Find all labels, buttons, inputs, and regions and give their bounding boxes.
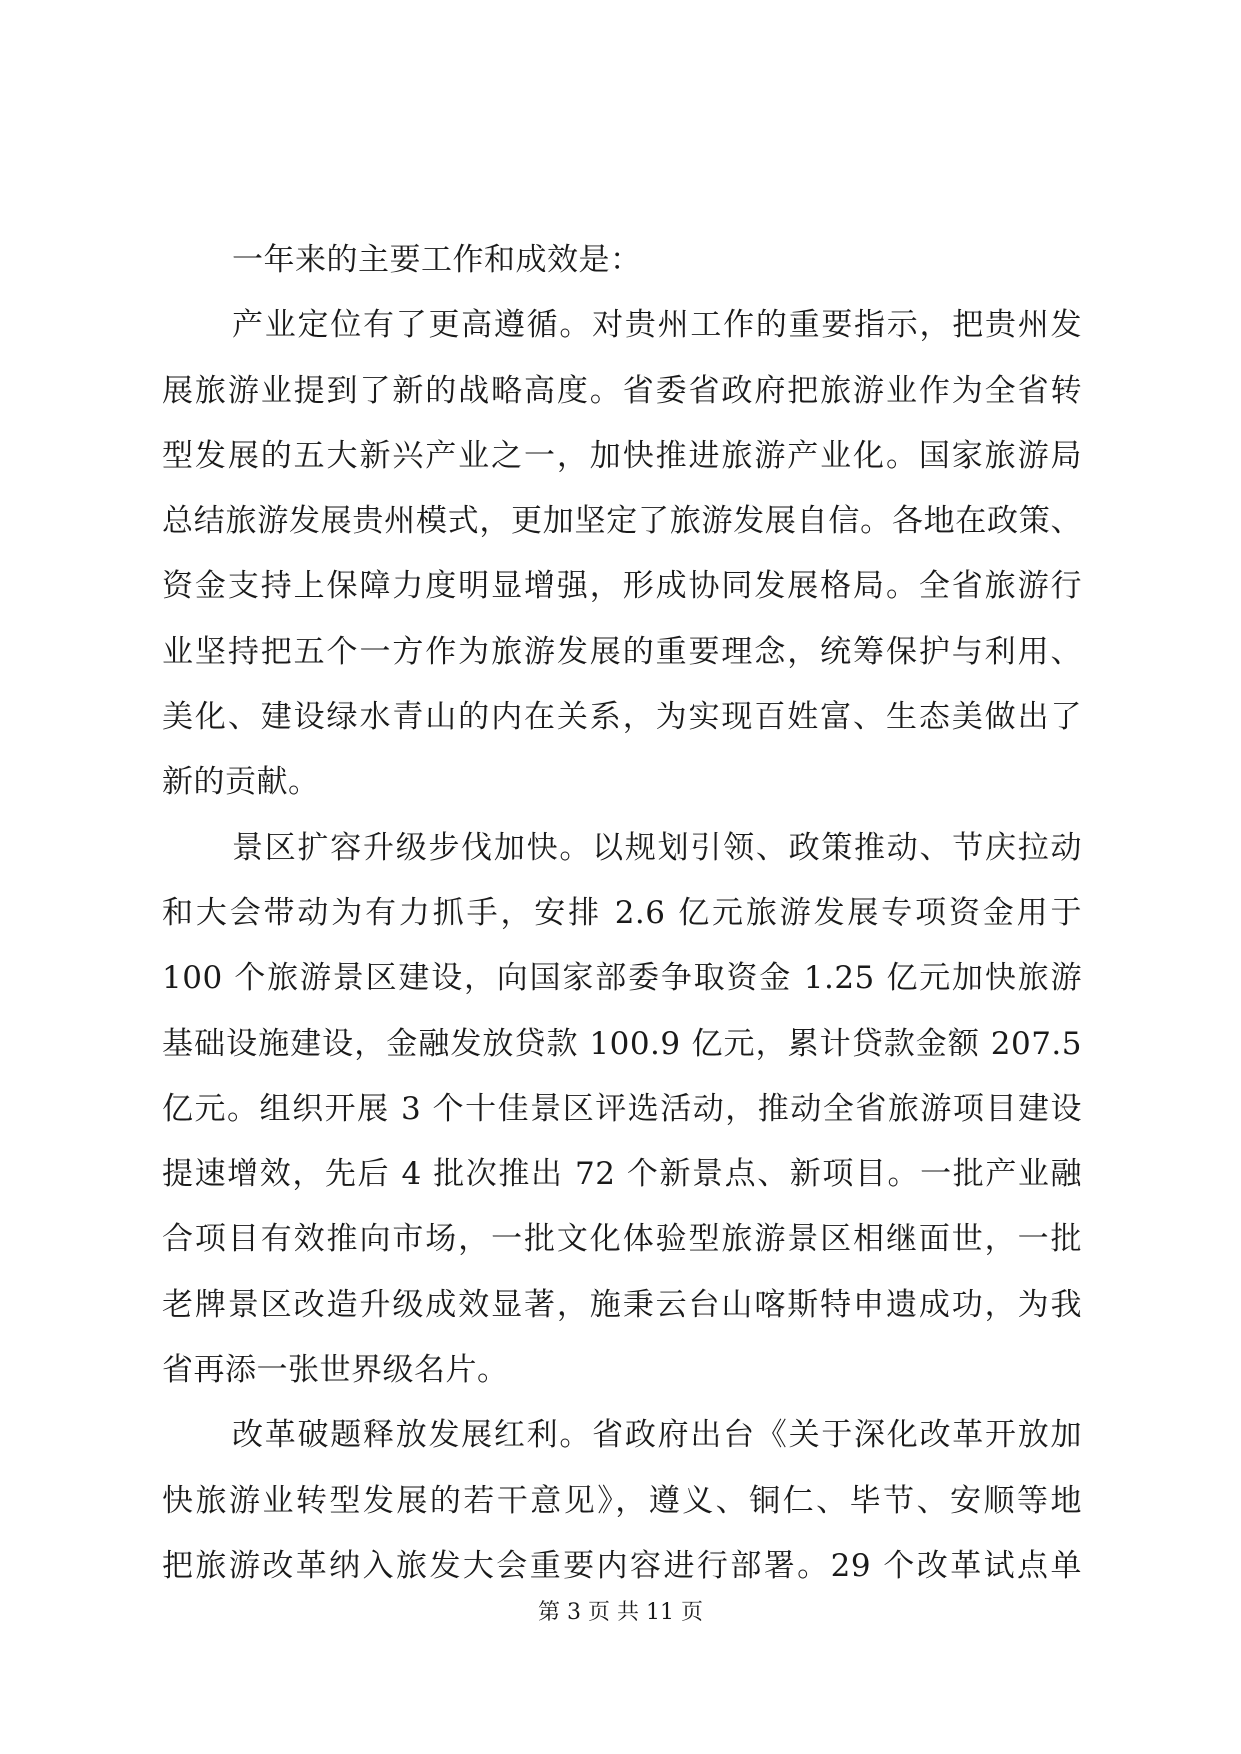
text-line: 提速增效，先后 4 批次推出 72 个新景点、新项目。一批产业融 bbox=[162, 1156, 1082, 1193]
text-line: 100 个旅游景区建设，向国家部委争取资金 1.25 亿元加快旅游 bbox=[162, 960, 1082, 997]
text-line: 景区扩容升级步伐加快。以规划引领、政策推动、节庆拉动 bbox=[232, 829, 1082, 866]
text-line: 合项目有效推向市场，一批文化体验型旅游景区相继面世，一批 bbox=[162, 1221, 1082, 1258]
text-line: 省再添一张世界级名片。 bbox=[162, 1352, 509, 1389]
text-line: 展旅游业提到了新的战略高度。省委省政府把旅游业作为全省转 bbox=[162, 372, 1082, 409]
text-line: 改革破题释放发展红利。省政府出台《关于深化改革开放加 bbox=[232, 1417, 1082, 1454]
page-footer bbox=[0, 1598, 1241, 1628]
text-line: 产业定位有了更高遵循。对贵州工作的重要指示，把贵州发 bbox=[232, 307, 1082, 344]
text-line: 老牌景区改造升级成效显著，施秉云台山喀斯特申遗成功，为我 bbox=[162, 1286, 1082, 1323]
text-line: 亿元。组织开展 3 个十佳景区评选活动，推动全省旅游项目建设 bbox=[162, 1090, 1082, 1127]
text-line: 新的贡献。 bbox=[162, 764, 320, 801]
text-line: 把旅游改革纳入旅发大会重要内容进行部署。29 个改革试点单 bbox=[162, 1547, 1082, 1584]
text-line: 资金支持上保障力度明显增强，形成协同发展格局。全省旅游行 bbox=[162, 568, 1082, 605]
text-line: 和大会带动为有力抓手，安排 2.6 亿元旅游发展专项资金用于 bbox=[162, 894, 1082, 931]
text-line: 快旅游业转型发展的若干意见》，遵义、铜仁、毕节、安顺等地 bbox=[162, 1482, 1082, 1519]
text-line: 基础设施建设，金融发放贷款 100.9 亿元，累计贷款金额 207.5 bbox=[162, 1025, 1082, 1062]
page-number-label: 第 3 页 共 11 页 bbox=[538, 1600, 703, 1625]
text-line: 美化、建设绿水青山的内在关系，为实现百姓富、生态美做出了 bbox=[162, 699, 1082, 736]
text-line: 总结旅游发展贵州模式，更加坚定了旅游发展自信。各地在政策、 bbox=[162, 503, 1082, 540]
document-body bbox=[162, 228, 1082, 1599]
text-line: 业坚持把五个一方作为旅游发展的重要理念，统筹保护与利用、 bbox=[162, 633, 1082, 670]
text-line: 一年来的主要工作和成效是： bbox=[232, 242, 642, 278]
text-line: 型发展的五大新兴产业之一，加快推进旅游产业化。国家旅游局 bbox=[162, 437, 1082, 474]
